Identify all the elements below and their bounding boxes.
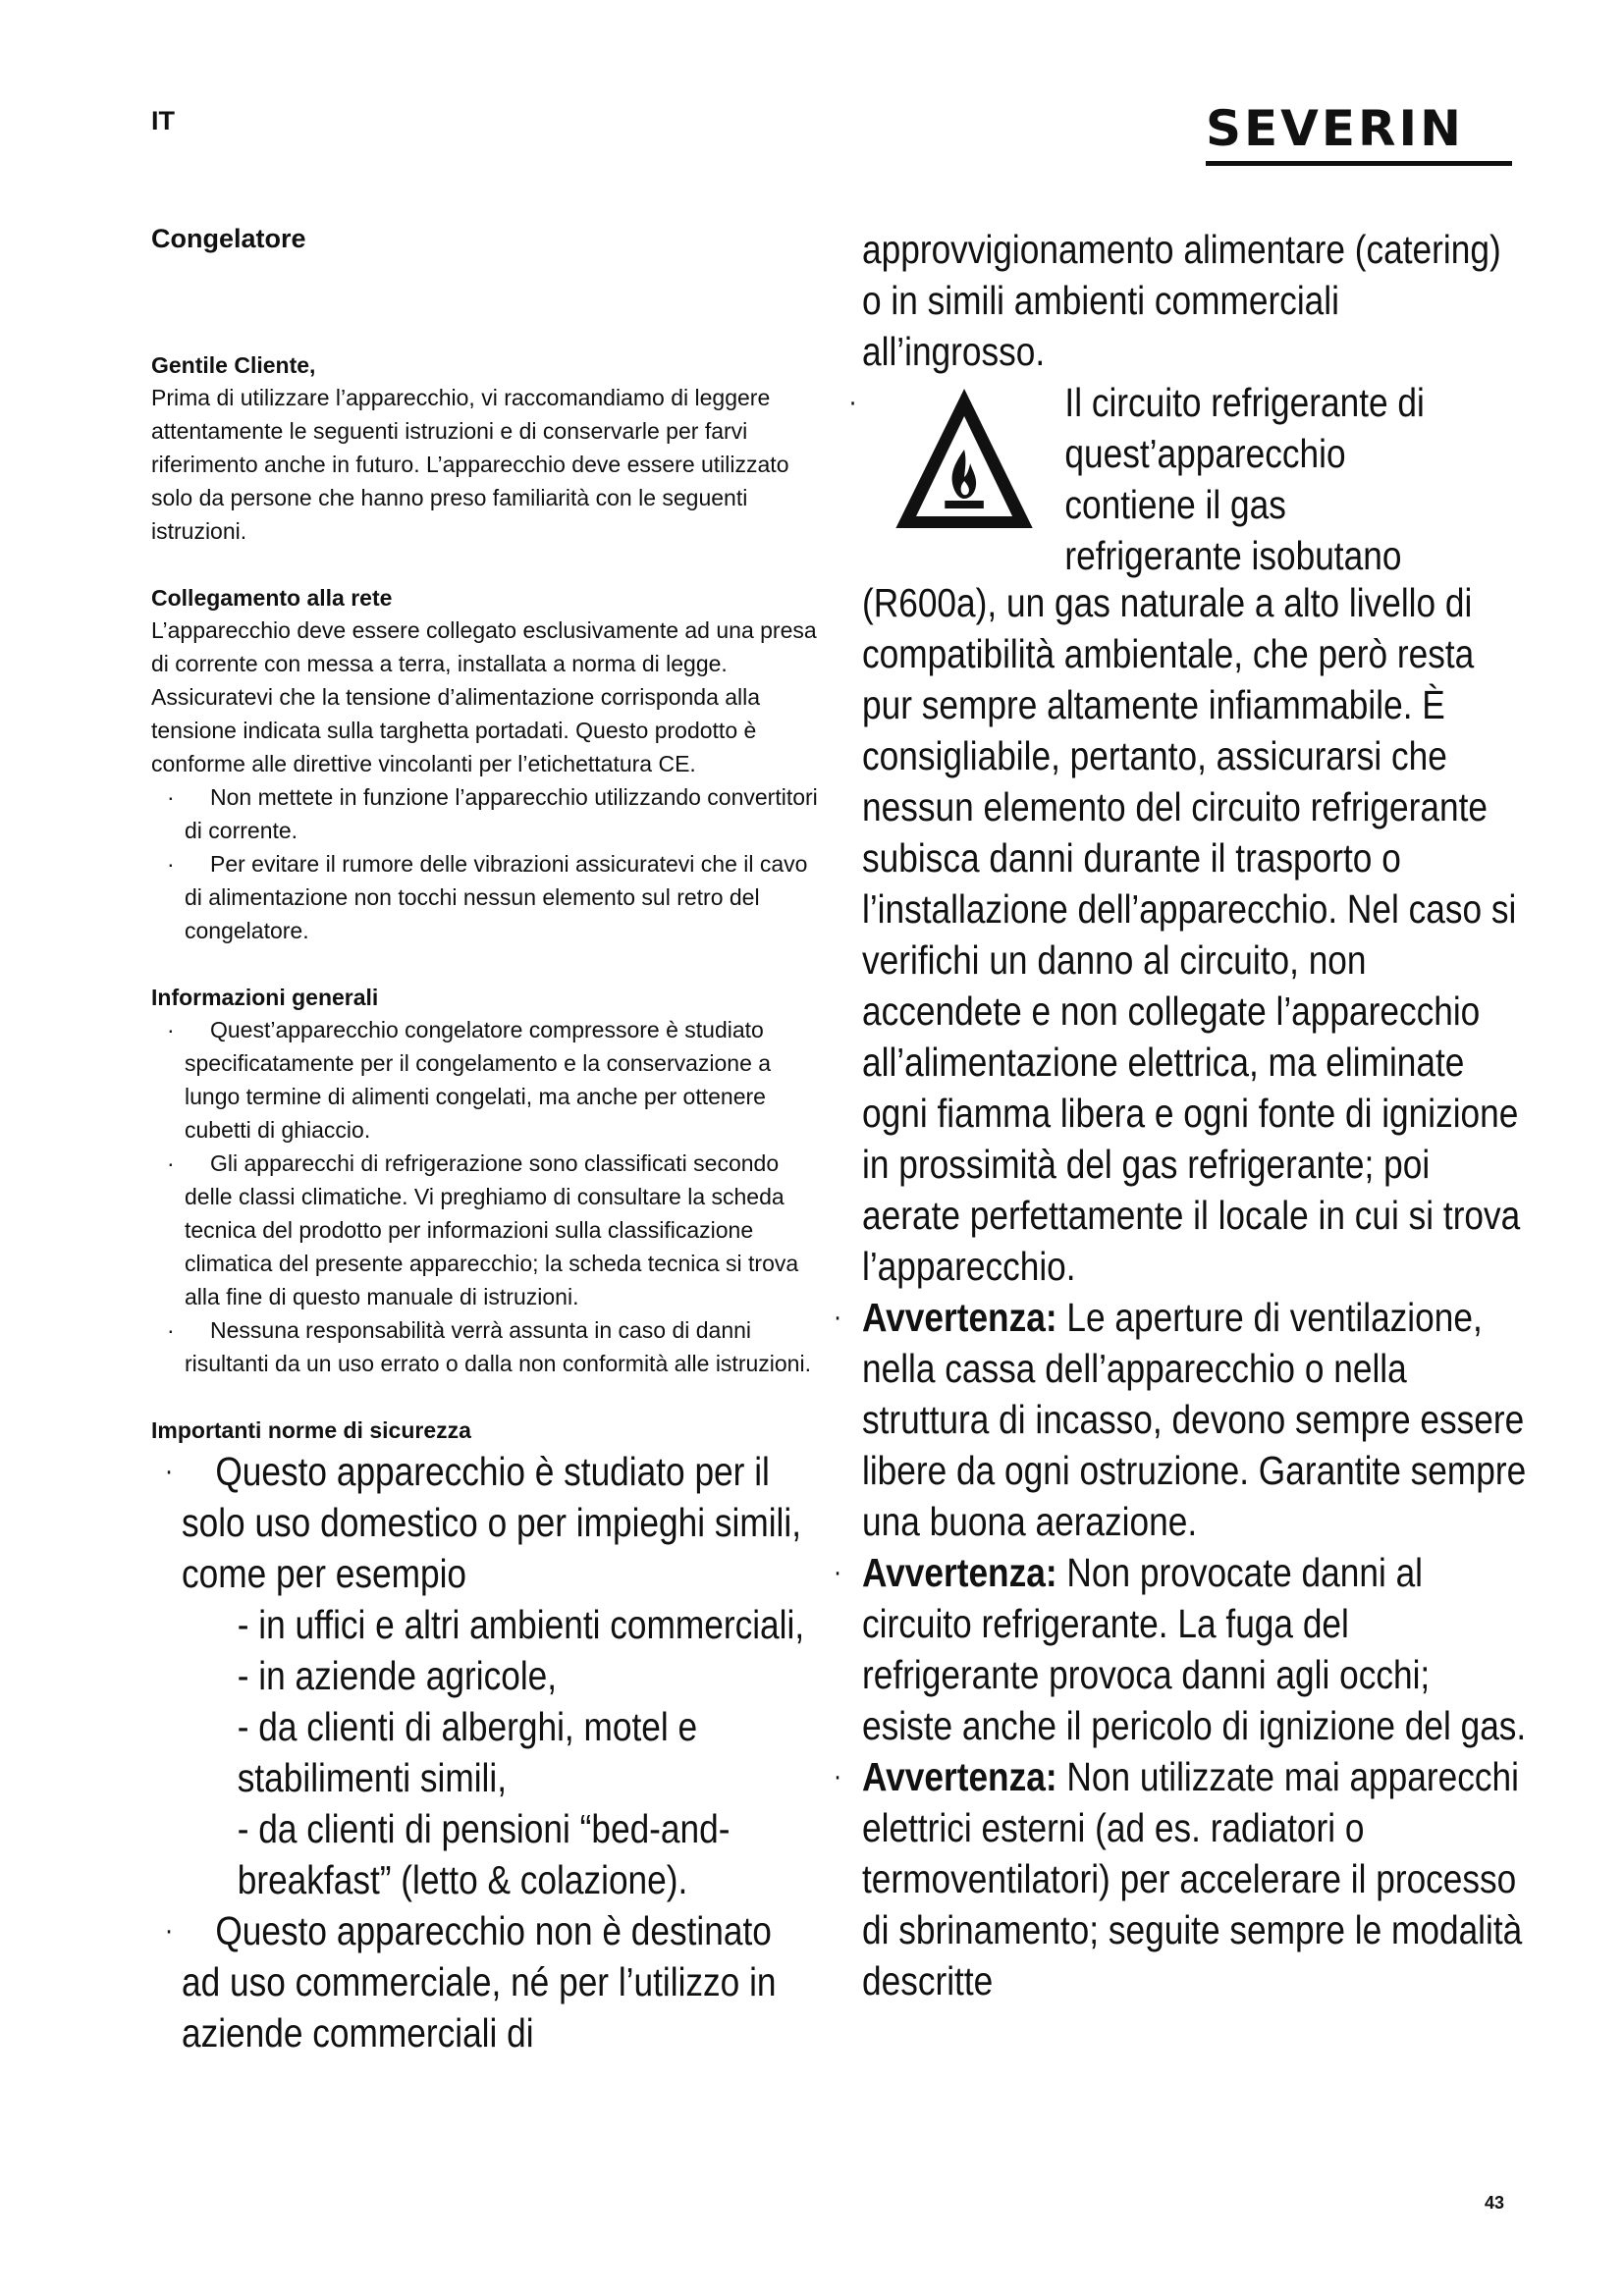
bullet-icon: · — [167, 1150, 175, 1176]
flammable-warning-text: (R600a), un gas naturale a alto livello di compatibilità ambientale, che però resta pur sempre altamente infiammabile. È consigliabile, pertanto, assicurarsi che nessun elemento del circuito refrigerante subisca danni durante il trasporto o l’installazione dell’apparecchio. Nel caso si verifichi un danno al circuito, non accendete e non collegate l’apparecchio all’alimentazione elettrica, ma eliminate ogni fiamma libera e ogni fonte di ignizione in prossimità del gas refrigerante; poi aerate perfettamente il locale in cui si trova l’apparecchio. — [862, 580, 1521, 1289]
brand-logo — [1206, 100, 1512, 166]
continuation-text: approvvigionamento alimentare (catering) o in simili ambienti commerciali all’ingrosso. — [862, 227, 1501, 374]
list-item: · Questo apparecchio non è destinato ad uso commerciale, né per l’utilizzo in aziende commerciali di — [151, 1905, 810, 2058]
safety-section — [151, 1415, 829, 2058]
network-heading: Collegamento alla rete — [151, 585, 393, 611]
general-section — [151, 983, 829, 1380]
network-list — [151, 780, 829, 947]
list-item: · Per evitare il rumore delle vibrazioni assicuratevi che il cavo di alimentazione non tocchi nessun elemento sul retro del congelatore. — [151, 847, 829, 947]
list-item: · Avvertenza: Non utilizzate mai apparecchi elettrici esterni (ad es. radiatori o termoventilatori) per accelerare il processo di sbrinamento; seguite sempre le modalità descritte — [832, 1751, 1529, 2006]
usage-examples — [182, 1599, 810, 1905]
left-column — [151, 224, 829, 2058]
list-item: · Avvertenza: Non provocate danni al circuito refrigerante. La fuga del refrigerante provoca danni agli occhi; esiste anche il pericolo di ignizione del gas. — [832, 1547, 1529, 1751]
network-text: L’apparecchio deve essere collegato esclusivamente ad una presa di corrente con messa a terra, installata a norma di legge. Assicuratevi che la tensione d’alimentazione corrisponda alla tensione indicata sulla targhetta portadati. Questo prodotto è conforme alle direttive vincolanti per l’etichettatura CE. — [151, 617, 817, 776]
bullet-icon: · — [833, 1760, 842, 1792]
page-title: Congelatore — [151, 224, 306, 253]
network-section — [151, 583, 829, 947]
list-item: · Questo apparecchio è studiato per il solo uso domestico o per impieghi simili, come per esempio - in uffici e altri ambienti commerciali, - in aziende agricole, - da clienti di alberghi, motel e stabilimenti simili, - da clienti di pensioni “bed-and-breakfast” (letto & colazione). — [151, 1446, 810, 1905]
bullet-icon: · — [848, 386, 857, 418]
list-item: - da clienti di alberghi, motel e stabilimenti simili, — [237, 1704, 698, 1800]
language-code: IT — [151, 106, 175, 135]
bullet-icon: · — [167, 1017, 175, 1042]
general-list — [151, 1013, 829, 1380]
greeting-heading: Gentile Cliente, — [151, 352, 316, 378]
bullet-icon: · — [167, 784, 175, 810]
list-item: · Gli apparecchi di refrigerazione sono classificati secondo delle classi climatiche. Vi preghiamo di consultare la scheda tecnica del prodotto per informazioni sulla classificazione climatica del presente apparecchio; la scheda tecnica si trova alla fine di questo manuale di istruzioni. — [151, 1147, 829, 1313]
flammable-warning-lines: Il circuito refrigerante di quest’apparecchio contiene il gas refrigerante isobutano — [1064, 380, 1425, 578]
brand-name: SEVERIN — [1206, 100, 1464, 157]
safety-body — [151, 1446, 810, 2058]
list-item: - in uffici e altri ambienti commerciali, — [237, 1602, 805, 1647]
list-item: · Nessuna responsabilità verrà assunta in caso di danni risultanti da un uso errato o dalla non conformità alle istruzioni. — [151, 1313, 829, 1380]
greeting-text: Prima di utilizzare l’apparecchio, vi raccomandiamo di leggere attentamente le seguenti istruzioni e di conservarle per farvi riferimento anche in futuro. L’apparecchio deve essere utilizzato solo da persone che hanno preso familiarità con le seguenti istruzioni. — [151, 385, 789, 544]
list-item: - da clienti di pensioni “bed-and-breakfast” (letto & colazione). — [237, 1806, 731, 1902]
bullet-icon: · — [833, 1301, 842, 1333]
bullet-icon: · — [164, 1455, 174, 1487]
bullet-icon: · — [167, 1317, 175, 1343]
page-number: 43 — [1485, 2193, 1505, 2213]
right-column — [833, 224, 1527, 2006]
right-body — [833, 224, 1529, 2006]
bullet-icon: · — [833, 1556, 842, 1588]
bullet-icon: · — [167, 851, 175, 877]
general-heading: Informazioni generali — [151, 985, 379, 1010]
flammable-warning-icon — [893, 385, 1036, 532]
list-item: · Avvertenza: Le aperture di ventilazione, nella cassa dell’apparecchio o nella struttura di incasso, devono sempre essere libere da ogni ostruzione. Garantite sempre una buona aerazione. — [832, 1292, 1529, 1547]
brand-underline — [1206, 161, 1512, 166]
greeting-section — [151, 350, 829, 548]
list-item: - in aziende agricole, — [237, 1653, 558, 1698]
bullet-icon: · — [164, 1914, 174, 1947]
list-item: · Quest’apparecchio congelatore compressore è studiato specificatamente per il congelamento e la conservazione a lungo termine di alimenti congelati, ma anche per ottenere cubetti di ghiaccio. — [151, 1013, 829, 1147]
list-item: · Non mettete in funzione l’apparecchio utilizzando convertitori di corrente. — [151, 780, 829, 847]
safety-heading: Importanti norme di sicurezza — [151, 1417, 471, 1443]
flammable-warning — [848, 377, 1529, 583]
warnings-list — [832, 1292, 1529, 2006]
